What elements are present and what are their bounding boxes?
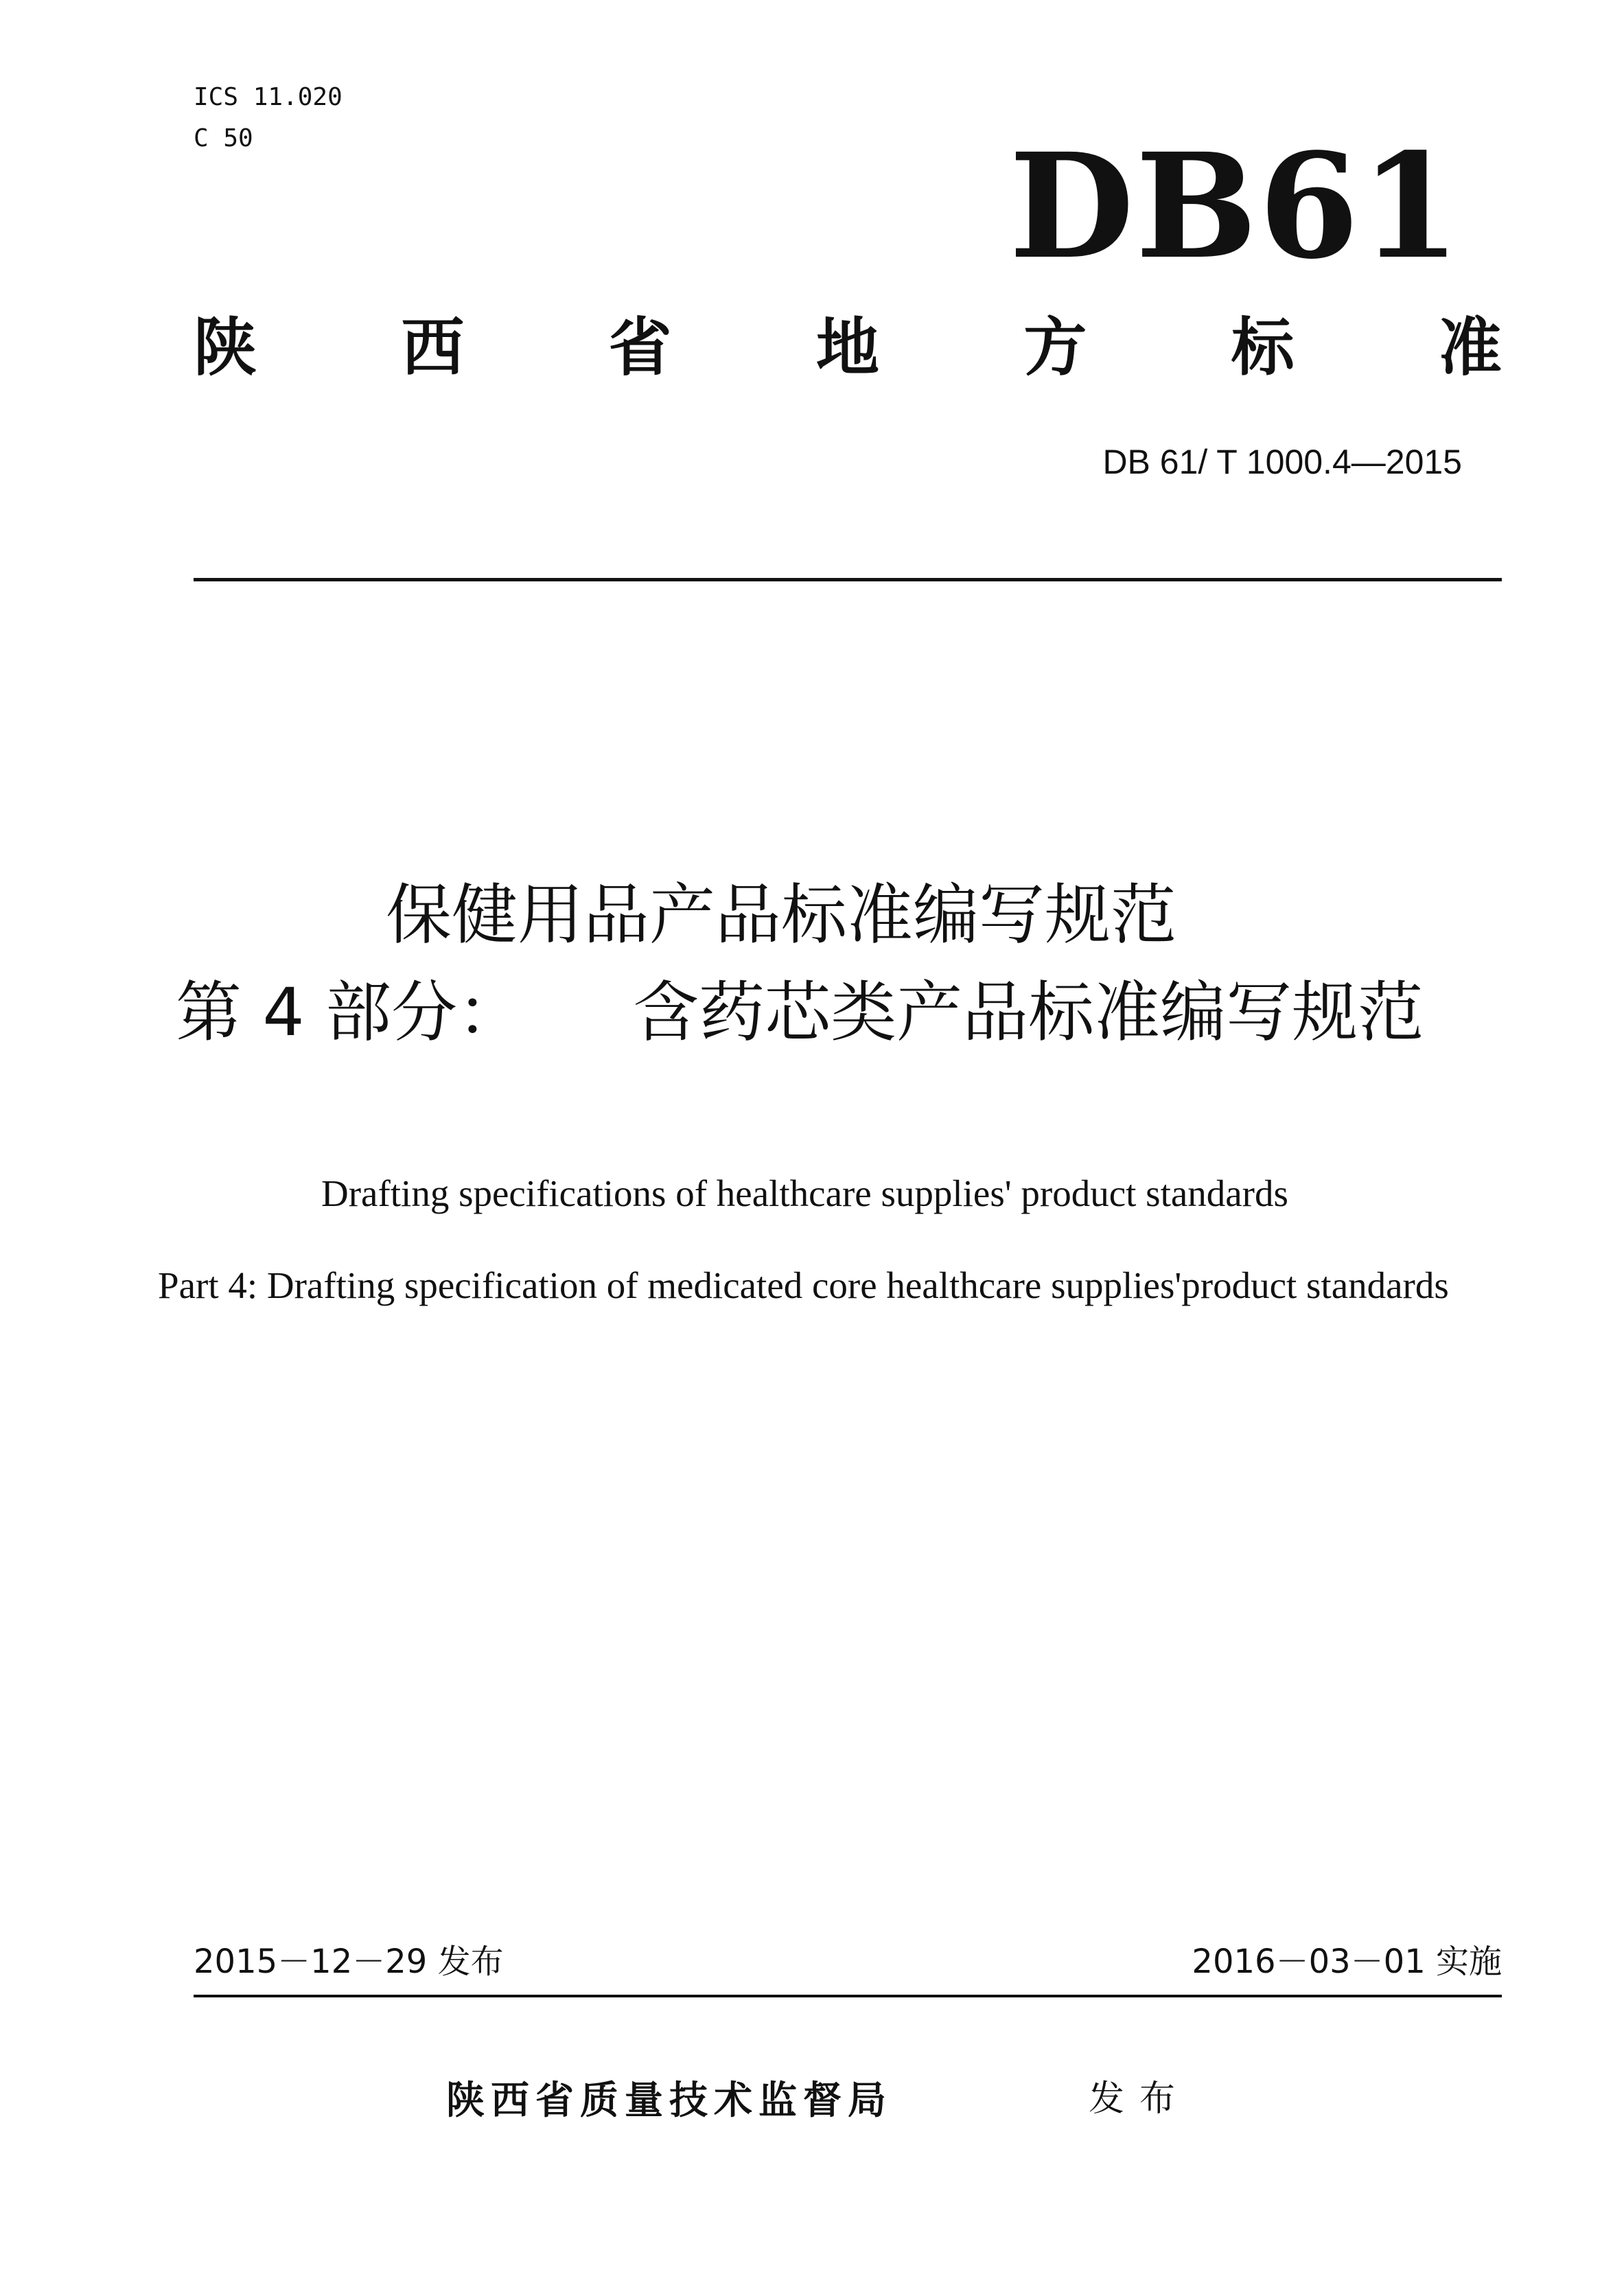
- issue-date: 2015－12－29 发布: [194, 1943, 504, 1981]
- ics-code: ICS 11.020: [194, 83, 343, 111]
- title-cn-main: 保健用品产品标准编写规范: [386, 877, 1176, 953]
- title-part-number: 第 4 部分：: [176, 974, 524, 1051]
- standard-type-char: 陕: [194, 311, 257, 384]
- standard-type-heading: [194, 310, 1502, 386]
- title-en-main: Drafting specifications of healthcare supplies' product standards: [321, 1172, 1288, 1214]
- title-cn-part: [176, 975, 1424, 1050]
- ccs-code: C 50: [194, 124, 253, 152]
- standard-type-char: 方: [1023, 311, 1087, 384]
- publisher-name: 陕西省质量技术监督局: [446, 2078, 892, 2123]
- standard-type-char: 准: [1438, 311, 1502, 384]
- standard-logo: DB61: [1009, 121, 1462, 291]
- publish-label: 发布: [1089, 2078, 1191, 2120]
- title-part-name: 含药芯类产品标准编写规范: [633, 974, 1424, 1051]
- standard-type-char: 西: [401, 311, 465, 384]
- title-en-part: Part 4: Drafting specification of medicated core healthcare supplies'product standards: [158, 1264, 1449, 1306]
- standard-type-char: 地: [815, 311, 879, 384]
- date-divider: [194, 1995, 1502, 1997]
- implement-date: 2016－03－01 实施: [1192, 1943, 1502, 1981]
- standard-number: DB 61/ T 1000.4—2015: [1102, 443, 1462, 481]
- standard-type-char: 标: [1231, 311, 1295, 384]
- standard-type-char: 省: [608, 311, 672, 384]
- header-divider: [194, 578, 1502, 581]
